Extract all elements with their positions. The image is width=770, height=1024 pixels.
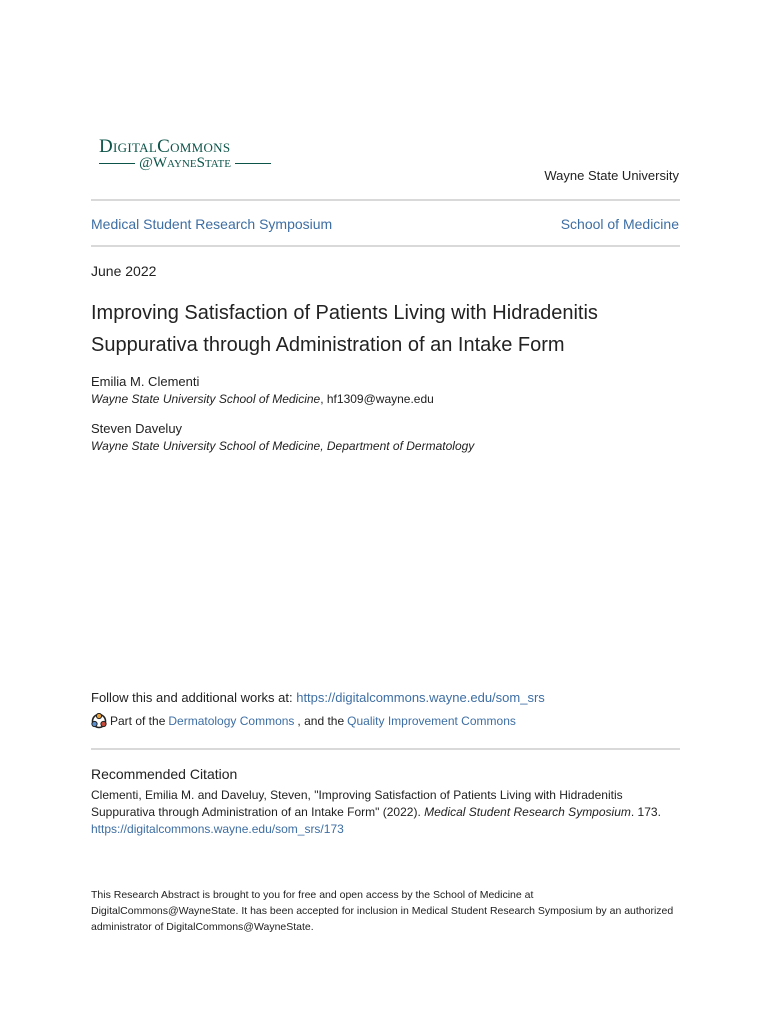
logo-wordmark: DigitalCommons <box>99 136 231 157</box>
recommended-citation-heading: Recommended Citation <box>91 766 238 782</box>
divider-nav <box>91 245 680 247</box>
author-block-2 <box>91 421 474 453</box>
author-affiliation <box>91 439 474 453</box>
author-name: Steven Daveluy <box>91 421 183 436</box>
affiliation-text: Wayne State University School of Medicine, Department of Dermatology <box>91 439 475 453</box>
logo-subline-text: @WayneState <box>139 155 231 171</box>
article-title: Improving Satisfaction of Patients Living with Hidradenitis Suppurativa through Administration of an Intake Form <box>91 302 598 356</box>
footer-notice: This Research Abstract is brought to you for free and open access by the School of Medicine at DigitalCommons@WayneState. It has been accepted for inclusion in Medical Student Research Symposium by an authorized administrator of DigitalCommons@WayneState. <box>91 889 674 933</box>
follow-link[interactable]: https://digitalcommons.wayne.edu/som_srs <box>296 690 545 705</box>
institution-name: Wayne State University <box>544 168 679 183</box>
part-of-line <box>91 713 516 729</box>
dermatology-commons-link[interactable]: Dermatology Commons <box>168 714 295 728</box>
divider-citation <box>91 748 680 750</box>
author-block-1 <box>91 374 434 406</box>
citation-text <box>91 787 681 838</box>
citation-url[interactable]: https://digitalcommons.wayne.edu/som_srs/173 <box>91 822 344 836</box>
follow-line <box>91 690 545 705</box>
digitalcommons-logo[interactable] <box>99 136 271 176</box>
logo-rule-left <box>99 163 135 164</box>
school-link[interactable]: School of Medicine <box>560 216 679 232</box>
publication-date: June 2022 <box>91 263 157 279</box>
logo-subline <box>99 155 271 172</box>
follow-prefix: Follow this and additional works at: <box>91 690 297 705</box>
network-icon <box>91 713 107 729</box>
part-of-prefix: Part of the <box>110 714 166 728</box>
divider-top <box>91 199 680 201</box>
logo-rule-right <box>235 163 271 164</box>
author-email: , hf1309@wayne.edu <box>320 392 434 406</box>
author-affiliation <box>91 392 434 406</box>
series-link[interactable]: Medical Student Research Symposium <box>91 216 333 232</box>
author-name: Emilia M. Clementi <box>91 374 200 389</box>
part-of-mid: , and the <box>297 714 345 728</box>
affiliation-text: Wayne State University School of Medicine <box>91 392 321 406</box>
citation-end: . 173. <box>630 805 661 819</box>
quality-improvement-commons-link[interactable]: Quality Improvement Commons <box>347 714 516 728</box>
citation-plain: Clementi, Emilia M. and Daveluy, Steven, "Improving Satisfaction of Patients Living with Hidradenitis Suppurativa through Administration of an Intake Form" (2022). <box>91 788 623 819</box>
citation-series: Medical Student Research Symposium <box>424 805 631 819</box>
